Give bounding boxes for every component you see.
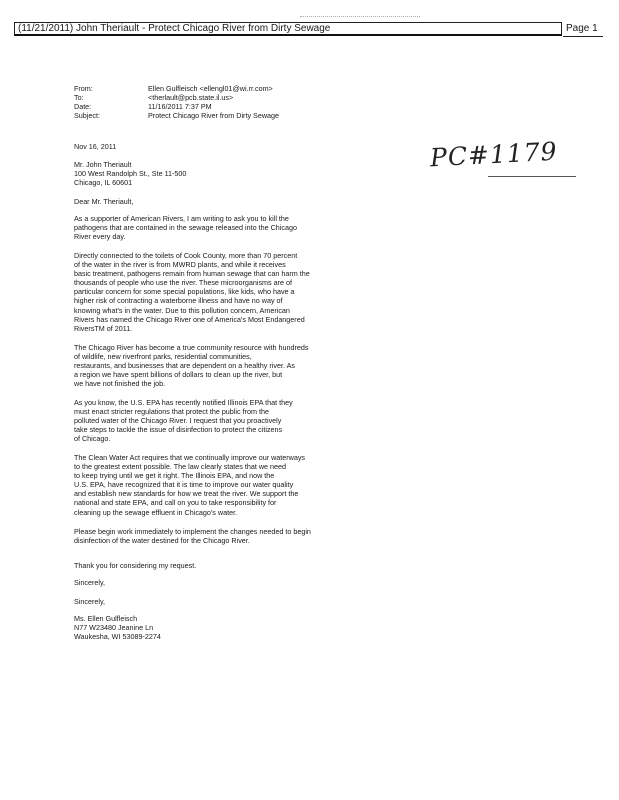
address-line: Mr. John Theriault	[74, 160, 132, 169]
page-number: Page 1	[566, 23, 598, 34]
text-line: we have not finished the job.	[74, 379, 166, 389]
document-title: (11/21/2011) John Theriault - Protect Chicago River from Dirty Sewage	[18, 23, 331, 34]
text-line: must enact stricter regulations that protect the public from the	[74, 407, 269, 417]
from-label: From:	[74, 84, 93, 93]
closing: Sincerely,	[74, 578, 106, 587]
recipient-address	[74, 160, 186, 187]
text-line: of wildlife, new riverfront parks, residential communities,	[74, 352, 252, 362]
address-line: 100 West Randolph St., Ste 11-500	[74, 169, 187, 179]
to-label: To:	[74, 93, 84, 103]
handwritten-stamp: PC#1179	[429, 136, 559, 173]
salutation: Dear Mr. Theriault,	[74, 197, 134, 206]
page-number-underline	[563, 36, 603, 37]
signature-block	[74, 614, 161, 641]
text-line: and establish new standards for how we treat the river. We support the	[74, 489, 299, 499]
text-line: The Clean Water Act requires that we continually improve our waterways	[74, 453, 306, 462]
text-line: particular concern for some special populations, like kids, who have a	[74, 287, 295, 297]
text-line: Rivers has named the Chicago River one of America's Most Endangered	[74, 314, 305, 324]
text-line: basic treatment, pathogens remain from human sewage that can harm the	[74, 269, 310, 279]
paragraph-1	[74, 214, 297, 241]
signature-name: Ms. Ellen Gulfleisch	[74, 614, 138, 623]
text-line: a region we have spent billions of dollars to clean up the river, but	[74, 370, 283, 380]
text-line: disinfection of the water destined for the Chicago River.	[74, 536, 250, 546]
stamp-underline	[488, 176, 576, 177]
text-line: take steps to tackle the issue of disinfection to protect the citizens	[74, 425, 283, 435]
text-line: restaurants, and businesses that are dependent on a healthy river. As	[74, 361, 295, 371]
text-line: to the greatest extent possible. The law clearly states that we need	[74, 462, 287, 472]
text-line: cleaning up the sewage effluent in Chicago's water.	[74, 507, 238, 517]
text-line: As you know, the U.S. EPA has recently notified Illinois EPA that they	[74, 398, 293, 407]
text-line: River every day.	[74, 232, 126, 242]
text-line: higher risk of contracting a waterborne illness and have no way of	[74, 296, 283, 306]
signature-city: Waukesha, WI 53089-2274	[74, 632, 161, 642]
paragraph-2	[74, 251, 310, 333]
text-line: of the water in the river is from MWRD plants, and while it receives	[74, 260, 286, 270]
text-line: As a supporter of American Rivers, I am writing to ask you to kill the	[74, 214, 289, 223]
text-line: RiversTM of 2011.	[74, 323, 133, 333]
paragraph-5	[74, 453, 305, 517]
date-label: Date:	[74, 102, 92, 112]
from-value: Ellen Gulfleisch <ellengl01@wi.rr.com>	[148, 84, 273, 93]
closing-repeat: Sincerely,	[74, 597, 106, 606]
paragraph-3	[74, 343, 309, 388]
letter-date: Nov 16, 2011	[74, 142, 117, 151]
text-line: thousands of people who use the river. These microorganisms are of	[74, 278, 293, 288]
text-line: polluted water of the Chicago River. I request that you proactively	[74, 416, 282, 426]
text-line: to keep trying until we get it right. The Illinois EPA, and now the	[74, 471, 275, 481]
text-line: knowing what's in the water. Due to this pollution concern, American	[74, 305, 290, 315]
text-line: Directly connected to the toilets of Cook County, more than 70 percent	[74, 251, 298, 260]
paragraph-4	[74, 398, 293, 443]
text-line: national and state EPA, and call on you to take responsibility for	[74, 498, 277, 508]
text-line: of Chicago.	[74, 434, 111, 444]
text-line: U.S. EPA, have recognized that it is time to improve our water quality	[74, 480, 294, 490]
signature-address: N77 W23480 Jeanine Ln	[74, 623, 154, 633]
address-line: Chicago, IL 60601	[74, 178, 133, 188]
text-line: pathogens that are contained in the sewage released into the Chicago	[74, 223, 297, 233]
to-value: <therlault@pcb.state.il.us>	[148, 93, 234, 103]
text-line: The Chicago River has become a true community resource with hundreds	[74, 343, 309, 352]
text-line: Please begin work immediately to implement the changes needed to begin	[74, 527, 311, 536]
subject-value: Protect Chicago River from Dirty Sewage	[148, 111, 280, 121]
date-value: 11/16/2011 7:37 PM	[148, 102, 212, 112]
scan-artifact	[300, 16, 420, 19]
paragraph-6	[74, 527, 311, 545]
subject-label: Subject:	[74, 111, 100, 121]
paragraph-7	[74, 561, 196, 570]
text-line: Thank you for considering my request.	[74, 561, 197, 570]
